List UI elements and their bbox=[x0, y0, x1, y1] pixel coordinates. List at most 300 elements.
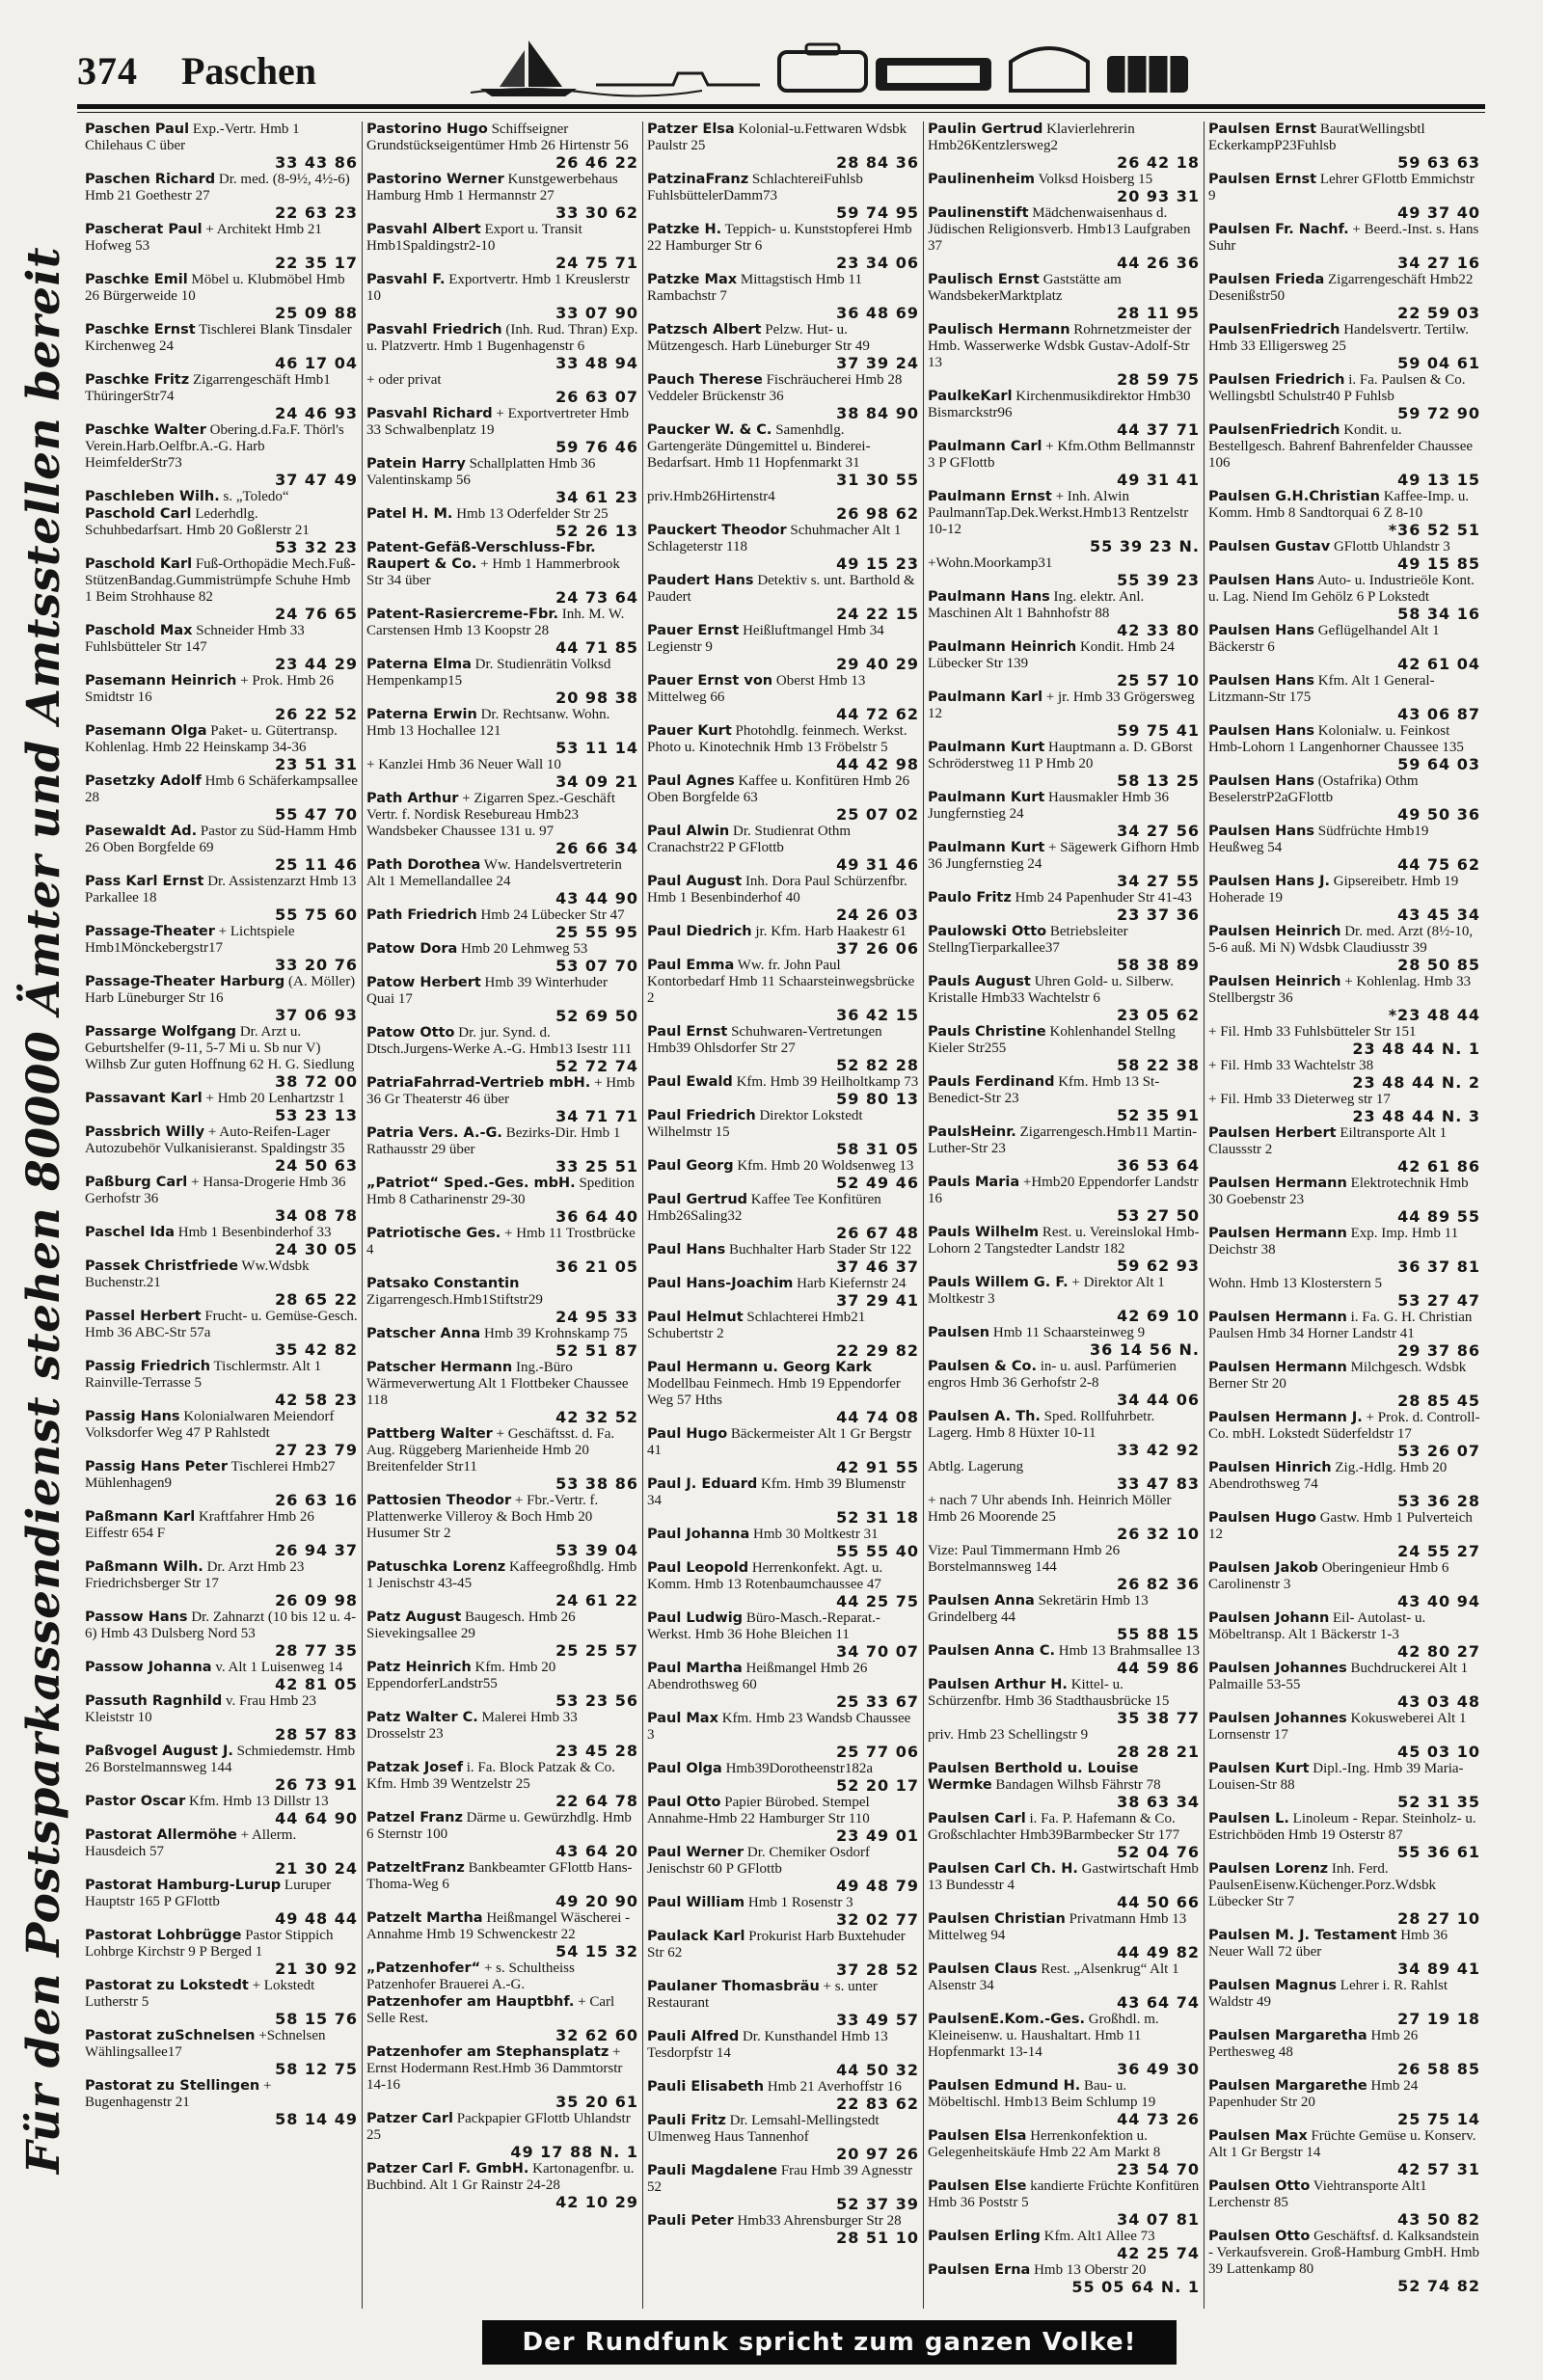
entry-text: Exp. Imp. Hmb 11 Deichstr 38 bbox=[1208, 1226, 1459, 1258]
entry-text: Kunstgewerbehaus Hamburg Hmb 1 Hermannstr 27 bbox=[366, 172, 618, 203]
entry-text: + Geschäftsst. d. Fa. Aug. Rüggeberg Marienheide Hmb 20 Breitenfelder Str11 bbox=[366, 1426, 615, 1474]
entry-name: Paulsen L. bbox=[1208, 1811, 1289, 1826]
entry-text: Buchhalter Harb Stader Str 122 bbox=[729, 1242, 912, 1258]
directory-entry bbox=[366, 122, 638, 171]
entry-text: Dr. Arzt u. Geburtshelfer (9-11, 5-7 Mi u. Sb nur V) Wilhsb Zur guten Hoffnung 62 H. G. Siedlung bbox=[85, 1024, 355, 1072]
directory-entry bbox=[366, 1493, 638, 1558]
entry-text: kandierte Früchte Konfitüren Hmb 36 Poststr 5 bbox=[928, 2178, 1200, 2210]
entry-name: Passuth Ragnhild bbox=[85, 1693, 223, 1709]
entry-name: Pasvahl Albert bbox=[366, 222, 481, 237]
entry-name: Patz Walter C. bbox=[366, 1710, 478, 1725]
directory-entry bbox=[85, 1459, 358, 1508]
entry-phone: 20 98 38 bbox=[555, 689, 638, 707]
entry-text: Hmb 1 Besenbinderhof 33 bbox=[177, 1225, 332, 1240]
entry-phone: 59 74 95 bbox=[836, 203, 919, 222]
entry-phone: 53 38 86 bbox=[555, 1474, 638, 1493]
directory-entry bbox=[647, 1360, 919, 1425]
entry-phone: 25 07 02 bbox=[836, 805, 919, 824]
entry-name: Paulsen Margaretha bbox=[1208, 2028, 1367, 2043]
entry-name: Pastorat Hamburg-Lurup bbox=[85, 1878, 282, 1893]
entry-phone: 34 27 55 bbox=[1117, 872, 1200, 890]
directory-entry bbox=[85, 322, 358, 371]
entry-phone: 44 71 85 bbox=[555, 638, 638, 657]
directory-entry bbox=[647, 122, 919, 171]
directory-entry bbox=[85, 422, 358, 488]
entry-name: Paul Werner bbox=[647, 1845, 744, 1860]
entry-text: Ww. fr. John Paul Kontorbedarf Hmb 11 Schaarsteinwegsbrücke 2 bbox=[647, 958, 915, 1006]
entry-text: Kfm. Alt 1 General-Litzmann-Str 175 bbox=[1208, 673, 1435, 705]
directory-entry bbox=[928, 2078, 1200, 2127]
entry-phone: 36 42 15 bbox=[836, 1006, 919, 1024]
entry-name: Paulsen Erling bbox=[928, 2229, 1041, 2244]
entry-text: Tischlerei Hmb27 Mühlenhagen9 bbox=[85, 1459, 336, 1491]
entry-text: Hauptmann a. D. GBorst Schröderstweg 11 P Hmb 20 bbox=[928, 740, 1193, 771]
entry-text: Därme u. Gewürzhdlg. Hmb 6 Sternstr 100 bbox=[366, 1810, 632, 1842]
entry-phone: 23 48 44 N. 2 bbox=[1352, 1073, 1480, 1092]
entry-text: + nach 7 Uhr abends Inh. Heinrich Möller Hmb 26 Moorende 25 bbox=[928, 1493, 1172, 1525]
entry-name: Paterna Erwin bbox=[366, 707, 477, 722]
directory-entry bbox=[647, 1527, 919, 1559]
entry-phone: 36 14 56 N. bbox=[1090, 1340, 1200, 1359]
entry-name: Paulsen Hermann bbox=[1208, 1226, 1347, 1241]
directory-entry bbox=[647, 2113, 919, 2162]
directory-entry bbox=[1208, 874, 1480, 923]
entry-text: Frucht- u. Gemüse-Gesch. Hmb 36 ABC-Str 57a bbox=[85, 1309, 358, 1340]
directory-entry bbox=[1208, 924, 1480, 973]
entry-phone: 32 62 60 bbox=[555, 2026, 638, 2044]
entry-phone: 33 20 76 bbox=[275, 956, 358, 974]
entry-phone: 59 04 61 bbox=[1397, 354, 1480, 372]
entry-text: (Inh. Rud. Thran) Exp. u. Platzvertr. Hmb 1 Bugenhagenstr 6 bbox=[366, 322, 638, 354]
entry-name: Paul Otto bbox=[647, 1795, 721, 1810]
entry-name: PaulsHeinr. bbox=[928, 1124, 1016, 1140]
entry-text: Kittel- u. Schürzenfbr. Hmb 36 Stadthausbrücke 15 bbox=[928, 1677, 1170, 1709]
entry-phone: 26 46 22 bbox=[555, 153, 638, 172]
entry-phone: 26 63 16 bbox=[275, 1491, 358, 1509]
entry-phone: 28 84 36 bbox=[836, 153, 919, 172]
entry-text: Hmb 11 Schaarsteinweg 9 bbox=[992, 1325, 1146, 1340]
entry-name: Paulsen Hans bbox=[1208, 623, 1315, 638]
directory-entry bbox=[85, 1827, 358, 1877]
entry-phone: 59 80 13 bbox=[836, 1090, 919, 1108]
entry-text: Hmb 24 Papenhuder Str 41-43 bbox=[1015, 890, 1192, 906]
directory-entry bbox=[928, 1175, 1200, 1224]
entry-name: Paul Ludwig bbox=[647, 1610, 744, 1626]
entry-phone: 25 25 57 bbox=[555, 1641, 638, 1660]
entry-phone: 49 20 90 bbox=[555, 1892, 638, 1910]
entry-name: Paulowski Otto bbox=[928, 924, 1047, 939]
entry-name: Passage-Theater bbox=[85, 924, 215, 939]
entry-phone: 53 32 23 bbox=[275, 538, 358, 556]
directory-entry bbox=[928, 2012, 1200, 2077]
entry-text: + Kanzlei Hmb 36 Neuer Wall 10 bbox=[366, 757, 561, 772]
entry-phone: 53 07 70 bbox=[555, 957, 638, 975]
entry-phone: 24 61 22 bbox=[555, 1591, 638, 1609]
directory-column bbox=[642, 122, 923, 2309]
entry-phone: 44 74 08 bbox=[836, 1408, 919, 1426]
entry-text: + Fil. Hmb 33 Wachtelstr 38 bbox=[1208, 1058, 1374, 1073]
entry-text: Schuhwaren-Vertretungen Hmb39 Ohlsdorfer Str 27 bbox=[647, 1024, 882, 1056]
entry-name: Patow Dora bbox=[366, 941, 458, 957]
directory-entry bbox=[647, 422, 919, 488]
entry-name: Paul Martha bbox=[647, 1661, 743, 1676]
entry-text: Rohrnetzmeister der Hmb. Wasserwerke Wdsbk Gustav-Adolf-Str 13 bbox=[928, 322, 1192, 370]
entry-phone: 49 31 46 bbox=[836, 855, 919, 874]
entry-name: Paul Ernst bbox=[647, 1024, 728, 1040]
entry-phone: 33 07 90 bbox=[555, 304, 638, 322]
entry-phone: 26 32 10 bbox=[1117, 1525, 1200, 1543]
entry-phone: 58 34 16 bbox=[1397, 605, 1480, 623]
entry-phone: 31 30 55 bbox=[836, 471, 919, 489]
entry-name: Paschel Ida bbox=[85, 1225, 175, 1240]
entry-name: Pastor Oscar bbox=[85, 1794, 186, 1809]
directory-entry bbox=[647, 1795, 919, 1844]
entry-name: Pauch Therese bbox=[647, 372, 763, 388]
entry-name: Path Friedrich bbox=[366, 907, 477, 923]
directory-entry bbox=[366, 2044, 638, 2110]
entry-name: PaulsenE.Kom.-Ges. bbox=[928, 2012, 1085, 2027]
directory-entry bbox=[647, 2029, 919, 2078]
entry-name: Pastorat zu Stellingen bbox=[85, 2078, 260, 2094]
entry-text: (Ostafrika) Othm BeselerstrP2aGFlottb bbox=[1208, 773, 1419, 805]
entry-phone: 52 31 35 bbox=[1397, 1793, 1480, 1811]
entry-phone: 27 19 18 bbox=[1397, 2010, 1480, 2028]
directory-entry bbox=[366, 272, 638, 321]
entry-text: + Exportvertreter Hmb 33 Schwalbenplatz 19 bbox=[366, 406, 629, 438]
entry-name: PaulsenFriedrich bbox=[1208, 322, 1340, 338]
entry-text: + Auto-Reifen-Lager Autozubehör Vulkanisieranst. Spaldingstr 35 bbox=[85, 1124, 345, 1156]
entry-name: Pastorino Werner bbox=[366, 172, 504, 187]
directory-entry bbox=[85, 1124, 358, 1174]
entry-text: Kfm. Hmb 20 EppendorferLandstr55 bbox=[366, 1660, 556, 1691]
entry-text: Gipsereibetr. Hmb 19 Hoherade 19 bbox=[1208, 874, 1459, 906]
entry-name: Pauli Fritz bbox=[647, 2113, 726, 2128]
entry-name: Pauer Ernst von bbox=[647, 673, 773, 689]
entry-text: Herrenkonfekt. Agt. u. Komm. Hmb 13 Rotenbaumchaussee 47 bbox=[647, 1560, 883, 1592]
entry-text: + Hmb 1 Hammerbrook Str 34 über bbox=[366, 556, 620, 588]
directory-entry bbox=[1208, 1610, 1480, 1660]
entry-text: i. Fa. G. H. Christian Paulsen Hmb 34 Horner Landstr 41 bbox=[1208, 1310, 1473, 1341]
entry-name: Patscher Hermann bbox=[366, 1360, 513, 1375]
entry-phone: 44 73 26 bbox=[1117, 2110, 1200, 2128]
entry-text: Zigarrengeschäft Hmb1 ThüringerStr74 bbox=[85, 372, 331, 404]
entry-name: Paulsen Carl Ch. H. bbox=[928, 1861, 1078, 1877]
entry-text: Inh. M. W. Carstensen Hmb 13 Koopstr 28 bbox=[366, 607, 625, 638]
entry-name: Patscher Anna bbox=[366, 1326, 481, 1341]
entry-name: PaulsenFriedrich bbox=[1208, 422, 1340, 438]
directory-entry bbox=[85, 874, 358, 923]
entry-text: + s. unter Restaurant bbox=[647, 1979, 878, 2011]
entry-text: Dr. jur. Synd. d. Dtsch.Jurgens-Werke A.-G. Hmb13 Isestr 111 bbox=[366, 1025, 633, 1057]
entry-name: Patzer Elsa bbox=[647, 122, 735, 137]
entry-text: Mädchenwaisenhaus d. Jüdischen Religionsverb. Hmb13 Laufgraben 37 bbox=[928, 205, 1191, 254]
entry-name: PatzinaFranz bbox=[647, 172, 749, 187]
directory-entry bbox=[366, 757, 638, 790]
entry-text: Lehrer i. R. Rahlst Waldstr 49 bbox=[1208, 1978, 1448, 2010]
entry-text: + Fil. Hmb 33 Dieterweg str 17 bbox=[1208, 1092, 1391, 1107]
entry-text: Kolonialwaren Meiendorf Volksdorfer Weg 47 P Rahlstedt bbox=[85, 1409, 335, 1441]
entry-name: Paschke Ernst bbox=[85, 322, 196, 338]
entry-name: Paul William bbox=[647, 1895, 745, 1910]
entry-text: + oder privat bbox=[366, 372, 442, 388]
directory-entry bbox=[647, 673, 919, 722]
directory-entry bbox=[647, 1610, 919, 1660]
directory-entry bbox=[85, 673, 358, 722]
directory-entry bbox=[928, 122, 1200, 171]
entry-text: Kfm. Alt1 Allee 73 bbox=[1043, 2229, 1155, 2244]
directory-entry bbox=[928, 205, 1200, 271]
entry-phone: 28 28 21 bbox=[1117, 1743, 1200, 1761]
directory-entry bbox=[647, 874, 919, 923]
entry-text: + Direktor Alt 1 Moltkestr 3 bbox=[928, 1275, 1165, 1307]
entry-name: Paul Leopold bbox=[647, 1560, 749, 1576]
entry-name: Paulsen Frieda bbox=[1208, 272, 1325, 287]
entry-name: Passel Herbert bbox=[85, 1309, 202, 1324]
entry-phone: 34 09 21 bbox=[555, 772, 638, 791]
entry-name: Paulin Gertrud bbox=[928, 122, 1043, 137]
directory-entry bbox=[85, 2078, 358, 2127]
entry-name: Paulinenstift bbox=[928, 205, 1029, 221]
directory-entry bbox=[1208, 172, 1480, 221]
entry-name: Paul Alwin bbox=[647, 824, 730, 839]
entry-phone: 43 64 20 bbox=[555, 1842, 638, 1860]
entry-phone: 23 49 01 bbox=[836, 1826, 919, 1845]
entry-name: Paulmann Kurt bbox=[928, 840, 1045, 855]
entry-text: i. Fa. Block Patzak & Co. Kfm. Hmb 39 Wentzelstr 25 bbox=[366, 1760, 615, 1792]
entry-name: Paul Hans-Joachim bbox=[647, 1276, 794, 1291]
directory-entry bbox=[647, 623, 919, 672]
entry-text: Herrenkonfektion u. Gelegenheitskäufe Hmb 22 Am Markt 8 bbox=[928, 2128, 1161, 2160]
entry-name: Paulsen Otto bbox=[1208, 2229, 1311, 2244]
entry-phone: 43 03 48 bbox=[1397, 1692, 1480, 1711]
directory-entry bbox=[366, 907, 638, 940]
directory-entry bbox=[647, 2079, 919, 2112]
entry-phone: 25 55 95 bbox=[555, 923, 638, 941]
directory-entry bbox=[928, 1275, 1200, 1324]
directory-entry bbox=[928, 1761, 1200, 1810]
entry-text: + Beerd.-Inst. s. Hans Suhr bbox=[1208, 222, 1479, 254]
entry-name: Path Dorothea bbox=[366, 857, 481, 873]
entry-text: Hmb39Dorotheenstr182a bbox=[725, 1761, 874, 1776]
entry-name: Paulsen Johann bbox=[1208, 1610, 1330, 1626]
directory-entry bbox=[366, 707, 638, 756]
entry-text: BauratWellingsbtl EckerkampP23Fuhlsb bbox=[1208, 122, 1425, 153]
entry-phone: 55 39 23 bbox=[1117, 571, 1200, 589]
entry-name: Passig Hans bbox=[85, 1409, 180, 1424]
entry-phone: 23 54 70 bbox=[1117, 2160, 1200, 2178]
directory-entry bbox=[1208, 623, 1480, 672]
entry-name: Paulsen Else bbox=[928, 2178, 1027, 2194]
entry-name: Patzke Max bbox=[647, 272, 738, 287]
entry-name: Pattberg Walter bbox=[366, 1426, 493, 1442]
entry-phone: 49 48 79 bbox=[836, 1877, 919, 1895]
entry-text: Teppich- u. Kunststopferei Hmb 22 Hamburger Str 6 bbox=[647, 222, 912, 254]
directory-entry bbox=[85, 372, 358, 421]
entry-name: Passow Hans bbox=[85, 1609, 188, 1625]
directory-entry bbox=[85, 773, 358, 823]
entry-text: Lederhdlg. Schuhbedarfsart. Hmb 20 Goßlerstr 21 bbox=[85, 506, 310, 538]
entry-text: Kondit. u. Bestellgesch. Bahrenf Bahrenfelder Chaussee 106 bbox=[1208, 422, 1474, 471]
directory-entry bbox=[647, 172, 919, 221]
entry-name: Paul Georg bbox=[647, 1158, 734, 1174]
entry-phone: 32 02 77 bbox=[836, 1910, 919, 1929]
directory-entry bbox=[1208, 1125, 1480, 1175]
entry-text: Kfm. Hmb 13 St-Benedict-Str 23 bbox=[928, 1074, 1160, 1106]
directory-entry bbox=[647, 322, 919, 371]
entry-phone: 49 13 15 bbox=[1397, 471, 1480, 489]
entry-phone: 42 33 80 bbox=[1117, 621, 1200, 639]
entry-name: Paulsen Christian bbox=[928, 1911, 1066, 1927]
entry-name: Paschold Carl bbox=[85, 506, 192, 522]
directory-entry bbox=[1208, 2078, 1480, 2127]
entry-phone: 26 98 62 bbox=[836, 504, 919, 523]
directory-entry bbox=[85, 1978, 358, 2027]
entry-text: Hmb 30 Moltkestr 31 bbox=[753, 1527, 879, 1542]
entry-phone: 26 73 91 bbox=[275, 1775, 358, 1794]
entry-phone: 38 63 34 bbox=[1117, 1793, 1200, 1811]
directory-entry bbox=[928, 2229, 1200, 2261]
entry-text: Prokurist Harb Buxtehuder Str 62 bbox=[647, 1929, 906, 1961]
directory-entry bbox=[928, 489, 1200, 554]
entry-phone: 33 47 83 bbox=[1117, 1474, 1200, 1493]
directory-entry bbox=[1208, 489, 1480, 538]
directory-entry bbox=[647, 1108, 919, 1157]
entry-phone: 43 06 87 bbox=[1397, 705, 1480, 723]
entry-name: Paschen Paul bbox=[85, 122, 190, 137]
directory-entry bbox=[1208, 1510, 1480, 1559]
directory-entry bbox=[928, 1911, 1200, 1961]
entry-text: Schallplatten Hmb 36 Valentinskamp 56 bbox=[366, 456, 596, 488]
entry-text: Hmb 24 Papenhuder Str 20 bbox=[1208, 2078, 1419, 2110]
entry-phone: 44 59 86 bbox=[1117, 1659, 1200, 1677]
directory-entry bbox=[647, 824, 919, 873]
entry-text: + s. Schultheiss Patzenhofer Brauerei A.-G. bbox=[366, 1961, 575, 1992]
entry-phone: 33 30 62 bbox=[555, 203, 638, 222]
directory-entry bbox=[647, 773, 919, 823]
entry-phone: 42 69 10 bbox=[1117, 1307, 1200, 1325]
entry-text: + Kfm.Othm Bellmannstr 3 P GFlottb bbox=[928, 439, 1195, 471]
directory-entry bbox=[366, 1075, 638, 1124]
directory-entry bbox=[1208, 1410, 1480, 1459]
directory-entry bbox=[647, 723, 919, 772]
entry-text: Hausmakler Hmb 36 Jungfernstieg 24 bbox=[928, 790, 1170, 822]
entry-name: Paulsen Fr. Nachf. bbox=[1208, 222, 1349, 237]
directory-entry bbox=[85, 489, 358, 505]
entry-phone: 43 50 82 bbox=[1397, 2210, 1480, 2229]
directory-entry bbox=[928, 2178, 1200, 2228]
directory-entry bbox=[928, 322, 1200, 388]
entry-name: Paul Helmut bbox=[647, 1310, 744, 1325]
entry-phone: 42 58 23 bbox=[275, 1391, 358, 1409]
entry-name: Paul Friedrich bbox=[647, 1108, 756, 1123]
directory-entry bbox=[647, 1158, 919, 1191]
entry-text: v. Alt 1 Luisenweg 14 bbox=[215, 1660, 343, 1675]
entry-text: Mittagstisch Hmb 11 Rambachstr 7 bbox=[647, 272, 862, 304]
entry-text: i. Fa. P. Hafemann & Co. Großschlachter Hmb39Barmbecker Str 177 bbox=[928, 1811, 1180, 1843]
entry-phone: 28 65 22 bbox=[275, 1290, 358, 1309]
directory-entry bbox=[647, 1711, 919, 1760]
entry-phone: 22 64 78 bbox=[555, 1792, 638, 1810]
entry-phone: 28 51 10 bbox=[836, 2229, 919, 2247]
entry-name: Paschold Karl bbox=[85, 556, 193, 572]
entry-text: Volksd Hoisberg 15 bbox=[1038, 172, 1153, 187]
entry-text: Kokusweberei Alt 1 Lornsenstr 17 bbox=[1208, 1711, 1467, 1743]
entry-text: Harb Kiefernstr 24 bbox=[797, 1276, 907, 1291]
entry-name: Pauls Christine bbox=[928, 1024, 1046, 1040]
entry-text: Rest. „Alsenkrug“ Alt 1 Alsenstr 34 bbox=[928, 1961, 1179, 1993]
entry-phone: 38 72 00 bbox=[275, 1072, 358, 1091]
entry-text: Ww.Wdsbk Buchenstr.21 bbox=[85, 1258, 310, 1290]
entry-text: Hmb 6 Schäferkampsallee 28 bbox=[85, 773, 358, 805]
entry-phone: 42 61 04 bbox=[1397, 655, 1480, 673]
entry-phone: 58 12 75 bbox=[275, 2060, 358, 2078]
entry-name: Pauli Elisabeth bbox=[647, 2079, 765, 2095]
entry-phone: 38 84 90 bbox=[836, 404, 919, 422]
entry-name: Paul Olga bbox=[647, 1761, 722, 1776]
directory-entry bbox=[928, 1409, 1200, 1458]
directory-entry bbox=[647, 272, 919, 321]
entry-text: +Wohn.Moorkamp31 bbox=[928, 555, 1053, 571]
entry-text: Rest. u. Vereinslokal Hmb-Lohorn 2 Tangstedter Landstr 182 bbox=[928, 1225, 1200, 1257]
entry-name: Paulsen Erna bbox=[928, 2262, 1031, 2278]
entry-text: Eiltransporte Alt 1 Claussstr 2 bbox=[1208, 1125, 1448, 1157]
entry-name: Paulsen Berthold u. Louise Wermke bbox=[928, 1761, 1139, 1793]
entry-phone: 52 35 91 bbox=[1117, 1106, 1200, 1124]
entry-text: Hmb 24 Lübecker Str 47 bbox=[480, 907, 625, 923]
directory-entry bbox=[366, 1760, 638, 1809]
directory-entry bbox=[85, 1309, 358, 1358]
entry-name: Patow Otto bbox=[366, 1025, 455, 1041]
entry-text: + Carl Selle Rest. bbox=[366, 1994, 615, 2026]
directory-entry bbox=[366, 2161, 638, 2210]
entry-text: Kartonagenfbr. u. Buchbind. Alt 1 Gr Rainstr 24-28 bbox=[366, 2161, 635, 2193]
entry-phone: 24 50 63 bbox=[275, 1156, 358, 1175]
entry-phone: 26 42 18 bbox=[1117, 153, 1200, 172]
entry-name: Paulisch Hermann bbox=[928, 322, 1070, 338]
entry-phone: 28 11 95 bbox=[1117, 304, 1200, 322]
entry-phone: 52 37 39 bbox=[836, 2195, 919, 2213]
entry-name: Paschen Richard bbox=[85, 172, 216, 187]
directory-entry bbox=[1208, 1711, 1480, 1760]
entry-phone: 26 94 37 bbox=[275, 1541, 358, 1559]
directory-entry bbox=[928, 1643, 1200, 1676]
directory-entry bbox=[85, 924, 358, 973]
entry-text: + Ernst Hodermann Rest.Hmb 36 Dammtorstr 14-16 bbox=[366, 2044, 623, 2093]
entry-text: + Fbr.-Vertr. f. Plattenwerke Villeroy & Boch Hmb 20 Husumer Str 2 bbox=[366, 1493, 599, 1541]
entry-phone: 53 11 14 bbox=[555, 739, 638, 757]
directory-entry bbox=[647, 372, 919, 421]
directory-entry bbox=[366, 1125, 638, 1175]
entry-phone: 36 21 05 bbox=[555, 1258, 638, 1276]
directory-entry bbox=[647, 1476, 919, 1526]
entry-name: Patsako Constantin bbox=[366, 1276, 520, 1291]
entry-text: Früchte Gemüse u. Konserv. Alt 1 Gr Bergstr 14 bbox=[1208, 2128, 1476, 2160]
entry-phone: 42 25 74 bbox=[1117, 2244, 1200, 2262]
entry-text: Geflügelhandel Alt 1 Bäckerstr 6 bbox=[1208, 623, 1440, 655]
entry-phone: 23 44 29 bbox=[275, 655, 358, 673]
entry-text: Spedition Hmb 8 Catharinenstr 29-30 bbox=[366, 1176, 635, 1207]
entry-phone: 58 13 25 bbox=[1117, 771, 1200, 790]
entry-text: Südfrüchte Hmb19 Heußweg 54 bbox=[1208, 824, 1429, 855]
directory-column bbox=[923, 122, 1204, 2309]
directory-entry bbox=[647, 1276, 919, 1309]
entry-phone: 23 05 62 bbox=[1117, 1006, 1200, 1024]
directory-entry bbox=[85, 122, 358, 171]
entry-phone: 34 89 41 bbox=[1397, 1960, 1480, 1978]
directory-entry bbox=[85, 1928, 358, 1977]
entry-text: Bandagen Wilhsb Fährstr 78 bbox=[995, 1777, 1161, 1793]
entry-phone: 28 77 35 bbox=[275, 1641, 358, 1660]
